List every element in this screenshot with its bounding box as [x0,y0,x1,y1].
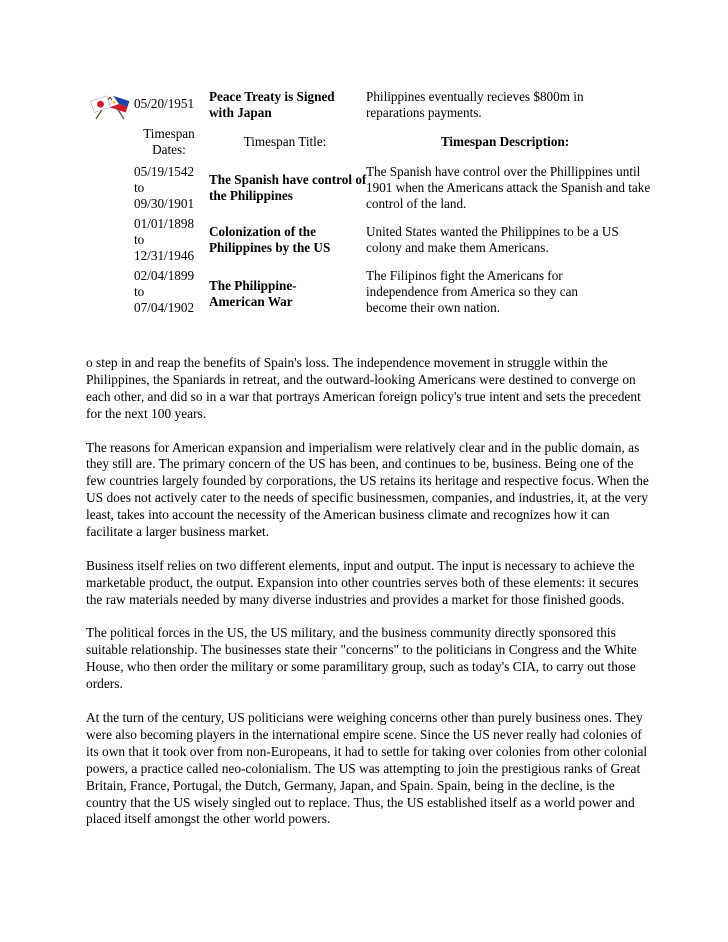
japan-philippines-flags-icon [90,93,130,121]
row-1-to: to [134,180,145,195]
row-2-start: 01/01/1898 [134,216,195,231]
row-3-title: The Philippine-American War [209,278,297,309]
first-row-description: Philippines eventually recieves $800m in reparations payments. [366,89,584,120]
paragraph-1: o step in and reap the benefits of Spain's loss. The independence movement in struggle within the Philippines, the Spaniards in retreat, and the outward-looking Americans were destined to converge on each other, and did so in a war that portrays American foreign policy's true intent and sets the precedent for the next 100 years. [86,355,641,421]
row-3-to: to [134,284,145,299]
header-description: Timespan Description: [440,134,570,149]
row-2-to: to [134,232,145,247]
article-body [86,355,651,845]
paragraph-5: At the turn of the century, US politicians were weighing concerns other than purely business ones. They were also becoming players in the international empire scene. Since the US never really had colonies of its own that it took over from non-Europeans, it had to settle for taking over colonies from other colonial powers, a practice called neo-colonialism. The US was attempting to join the prestigious ranks of Great Britain, France, Portugal, the Dutch, Germany, Japan, and Spain. Spain, being in the decline, is the country that the US wisely singled out to replace. Thus, the US established itself as a world power and placed itself amongst the other world powers. [86,709,648,827]
paragraph-2: The reasons for American expansion and imperialism were relatively clear and in the public domain, as they still are. The primary concern of the US has been, and continues to be, business. Being one of the few countries largely founded by corporations, the US retains its heritage and respective focus. When the US does not actively cater to the needs of specific businessmen, companies, and industries, it, at the very least, takes into account the necessity of the American business climate and recognizes how it can facilitate a larger business market. [86,439,649,540]
paragraph-4: The political forces in the US, the US military, and the business community directly sponsored this suitable relationship. The businesses state their "concerns" to the politicians in Congress and the White House, who then order the military or some paramilitary group, such as today's CIA, to carry out those orders. [86,625,637,692]
row-1-dates [134,164,206,212]
row-1-title: The Spanish have control of the Philippines [209,172,367,203]
row-3-dates [134,268,206,316]
row-2-dates [134,216,206,264]
row-1-description: The Spanish have control over the Phillippines until 1901 when the Americans attack the Spanish and take control of the land. [366,164,651,211]
row-3-start: 02/04/1899 [134,268,195,283]
paragraph-3: Business itself relies on two different elements, input and output. The input is necessary to achieve the marketable product, the output. Expansion into other countries serves both of these elements: it secures the raw materials needed by many diverse industries and provides a market for those finished goods. [86,557,639,607]
row-3-end: 07/04/1902 [134,300,195,315]
row-2-end: 12/31/1946 [134,248,195,263]
row-2-title: Colonization of the Philippines by the US [209,224,331,255]
row-2-description: United States wanted the Philippines to be a US colony and make them Americans. [366,224,619,255]
row-3-description: The Filipinos fight the Americans for independence from America so they can become their own nation. [366,268,579,315]
header-title: Timespan Title: [243,134,327,149]
header-dates: Timespan Dates: [143,126,195,157]
row-1-end: 09/30/1901 [134,196,195,211]
first-row-date: 05/20/1951 [134,96,195,111]
first-row-title: Peace Treaty is Signed with Japan [209,89,335,120]
row-1-start: 05/19/1542 [134,164,195,179]
